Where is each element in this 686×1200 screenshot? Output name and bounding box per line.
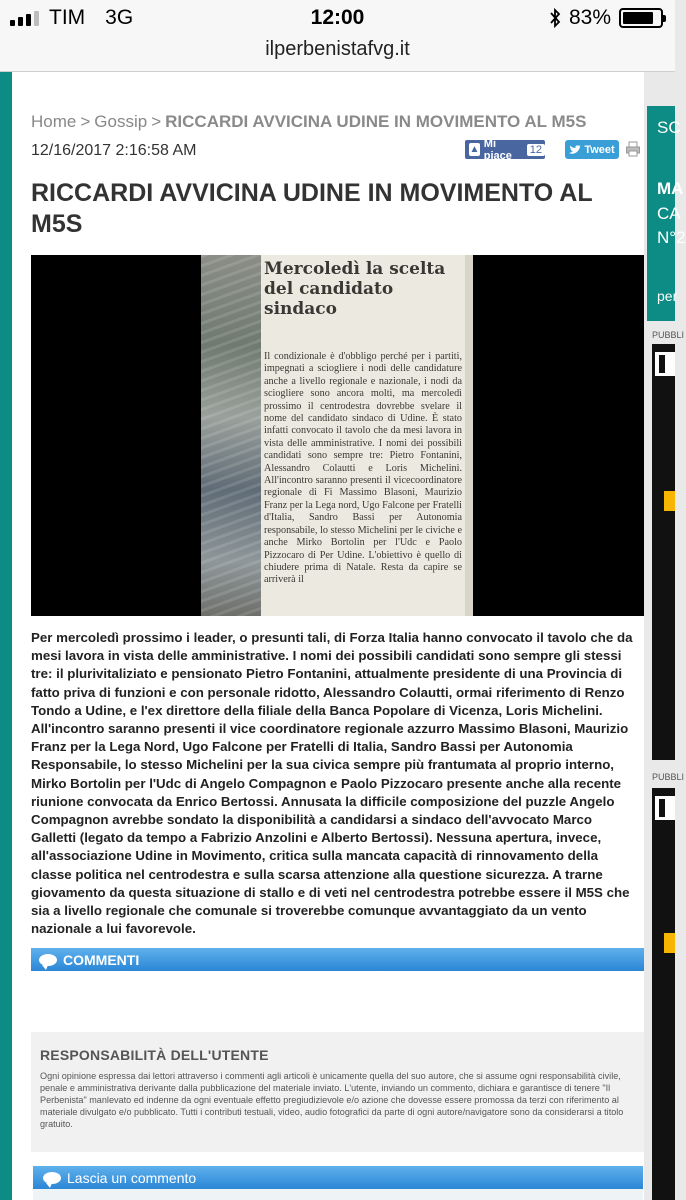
tweet-button[interactable] xyxy=(565,140,619,159)
ad-label: PUBBLI xyxy=(652,772,685,782)
ad-banner[interactable] xyxy=(652,344,675,760)
sidebar-teal-widget[interactable] xyxy=(647,106,686,321)
responsibility-text: Ogni opinione espressa dai lettori attraverso i commenti agli articoli è unicamente quella del suo autore, che si assume ogni responsabilità civile, penale e amministrativa derivante dalla pubblicazione del materiale inviato. L'utente, inviando un commento, dichiara e garantisce di tenere "Il Perbenista" manlevato ed indenne da ogni eventuale effetto pregiudizievole e/o azione che dovesse essere promossa da terzi con riferimento al materiale divulgato e/o pubblicato. Tutti i contributi testuali, video, audio fotografici da parte di ogni autore/navigatore sono da considerarsi a titolo gratuito. xyxy=(40,1071,624,1129)
carrier-name: TIM xyxy=(49,6,86,29)
newspaper-text: Il condizionale è d'obbligo perché per i partiti, impegnati a sciogliere i nodi delle candidature anche a livello regionale e nazionale, i nodi da sciogliere sono ancora molti, ma mercoledì prossimo il centrodestra dovrebbe svelare il nome del candidato sindaco di Udine. È stato infatti convocato il tavolo che da mesi lavora in vista delle amministrative. I nomi dei possibili candidati sono sempre tre: Pietro Fontanini, Alessandro Colautti e Loris Michelini. All'incontro saranno presenti il vicecoordinatore regionale di Fi Massimo Blasoni, Maurizio Franz per la Lega nord, Ugo Falcone per Fratelli d'Italia, Sandro Bassi per Autonomia responsabile, lo stesso Michelini per le civiche e anche Mirko Bortolin per l'Udc e Paolo Pizzocaro di Per Udine. L'obiettivo è quello di chiudere prima di Natale. Resta da capire se arriverà il xyxy=(264,351,462,586)
url-bar[interactable] xyxy=(0,38,675,72)
ad-logo xyxy=(655,352,675,376)
article-title: RICCARDI AVVICINA UDINE IN MOVIMENTO AL M5S xyxy=(31,179,593,238)
like-count: 12 xyxy=(527,144,545,156)
main-content xyxy=(12,72,644,1200)
print-icon[interactable] xyxy=(626,141,640,157)
article-body: Per mercoledì prossimo i leader, o presunti tali, di Forza Italia hanno convocato il tavolo che da mesi lavora in vista delle amministrative. I nomi dei possibili candidati sono sempre gli stessi tre: il plurivitaliziato e pensionato Pietro Fontanini, attualmente presidente di una Provincia di fatto priva di funzioni e con personale ridotto, Alessandro Colautti, ormai riferimento di Renzo Tondo a Udine, e l'ex direttore della filiale della Banca Popolare di Vicenza, Loris Michelini. All'incontro saranno presenti il vice coordinatore regionale azzurro Massimo Blasoni, Maurizio Franz per la Lega Nord, Ugo Falcone per Fratelli di Italia, Sandro Bassi per Autonomia Responsabile, lo stesso Michelini per la sua civica sempre più frantumata al proprio interno, Mirko Bortolin per l'Udc di Angelo Compagnon e Paolo Pizzocaro presente anche alla recente riunione convocata da Enrico Bertossi. Annusata la difficile composizione del puzzle Angelo Compagnon avrebbe sondato la disponibilità a candidarsi a sindaco dell'avvocato Marco Galletti (legato da tempo a Fabrizio Anzolini e Alberto Bertossi). Nessuna apertura, invece, all'associazione Udine in Movimento, critica sulla mancata capacità di rinnovamento della classe politica nel centrodestra e sulla scarsa attenzione alla questione sicurezza. A trarne giovamento da questa situazione di stallo e di veti nel centrodestra potrebbe essere il M5S che sia a livello regionale che comunale si troverebbe comunque avvantaggiato da un vento nazionale a lui favorevole. xyxy=(31,630,633,937)
sidebar-teal-line: SC xyxy=(657,118,681,137)
responsibility-title: RESPONSABILITÀ DELL'UTENTE xyxy=(40,1047,269,1063)
breadcrumb-section[interactable]: Gossip xyxy=(94,112,148,131)
comment-bubble-icon xyxy=(39,954,57,966)
comments-header xyxy=(31,948,645,971)
thumbs-up-icon: ▲ xyxy=(469,144,480,155)
breadcrumb-home[interactable]: Home xyxy=(31,112,77,131)
sidebar-teal-line: CA xyxy=(657,204,681,223)
aerial-photo-strip xyxy=(201,255,261,616)
leave-comment-header[interactable] xyxy=(33,1166,643,1189)
breadcrumb-current: RICCARDI AVVICINA UDINE IN MOVIMENTO AL M5S xyxy=(165,112,587,131)
ad-banner[interactable] xyxy=(652,788,675,1200)
newspaper-headline: Mercoledì la scelta del candidato sindaco xyxy=(264,259,446,319)
article-date: 12/16/2017 2:16:58 AM xyxy=(31,142,197,159)
battery-percent: 83% xyxy=(568,6,611,29)
sidebar-teal-line: per xyxy=(657,288,678,304)
ad-logo xyxy=(655,796,675,820)
like-label: Mi piace xyxy=(483,137,512,162)
sidebar-teal-line: MA xyxy=(657,179,684,198)
comment-form-area[interactable] xyxy=(33,1189,643,1200)
facebook-like-button[interactable] xyxy=(465,137,545,162)
breadcrumb: Home > Gossip > RICCARDI AVVICINA UDINE IN MOVIMENTO AL M5S xyxy=(31,112,587,131)
left-accent-strip xyxy=(0,72,12,1200)
status-right xyxy=(549,6,663,30)
comment-bubble-icon xyxy=(43,1172,61,1184)
ad-label: PUBBLI xyxy=(652,330,685,340)
right-sidebar xyxy=(644,72,686,1200)
sidebar-teal-line: N°2 xyxy=(657,228,686,247)
newspaper-clipping xyxy=(261,255,473,616)
url-text: ilperbenistafvg.it xyxy=(265,38,410,60)
battery-icon xyxy=(619,8,663,28)
comments-label: COMMENTI xyxy=(63,951,140,968)
tweet-label: Tweet xyxy=(584,143,615,156)
twitter-bird-icon xyxy=(569,145,581,155)
leave-comment-label: Lascia un commento xyxy=(67,1169,197,1186)
status-bar xyxy=(0,0,675,38)
bluetooth-icon xyxy=(549,8,561,28)
clock: 12:00 xyxy=(310,6,365,29)
network-type: 3G xyxy=(105,6,134,29)
responsibility-box xyxy=(31,1032,645,1152)
article-photo[interactable] xyxy=(31,255,645,616)
